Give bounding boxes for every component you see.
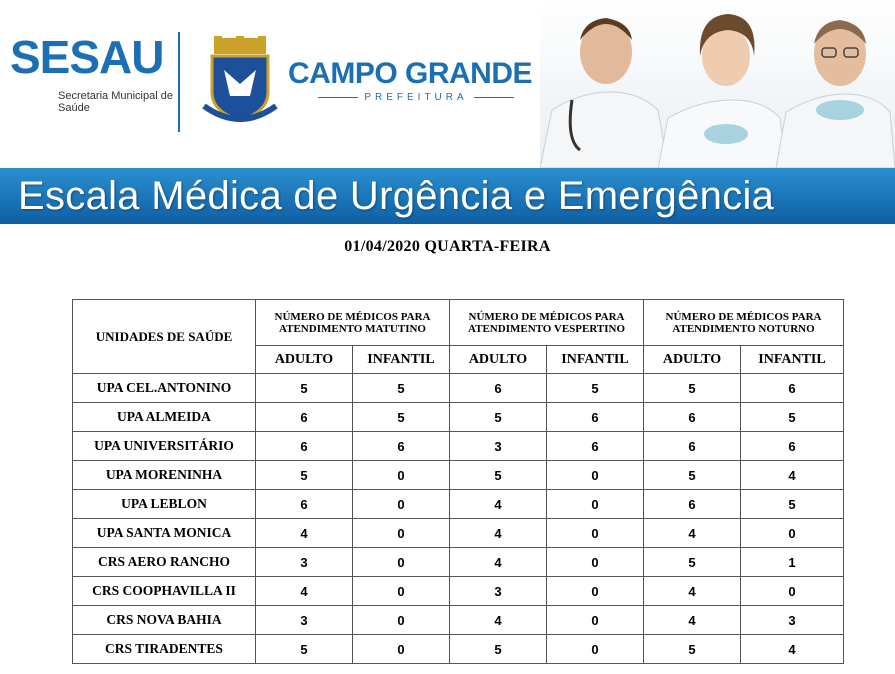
doctor-count-cell: 5 bbox=[644, 374, 741, 403]
table-row bbox=[73, 374, 844, 403]
doctor-count-cell: 5 bbox=[256, 635, 353, 664]
unit-name-cell: UPA UNIVERSITÁRIO bbox=[73, 432, 256, 461]
doctor-count-cell: 5 bbox=[644, 548, 741, 577]
doctor-count-cell: 5 bbox=[644, 635, 741, 664]
doctor-count-cell: 3 bbox=[256, 606, 353, 635]
table-row bbox=[73, 432, 844, 461]
page-header bbox=[0, 0, 895, 168]
afternoon-shift-header: NÚMERO DE MÉDICOS PARA ATENDIMENTO VESPERTINO bbox=[450, 300, 644, 346]
sesau-subtitle: Secretaria Municipal de Saúde bbox=[58, 90, 173, 114]
doctor-count-cell: 0 bbox=[353, 519, 450, 548]
doctor-count-cell: 6 bbox=[256, 490, 353, 519]
table-row bbox=[73, 519, 844, 548]
unit-name-cell: CRS NOVA BAHIA bbox=[73, 606, 256, 635]
unit-name-cell: CRS COOPHAVILLA II bbox=[73, 577, 256, 606]
city-logo: CAMPO GRANDE bbox=[288, 57, 533, 90]
doctor-count-cell: 5 bbox=[741, 403, 844, 432]
doctor-count-cell: 0 bbox=[547, 548, 644, 577]
doctor-count-cell: 0 bbox=[353, 490, 450, 519]
doctor-count-cell: 6 bbox=[256, 432, 353, 461]
doctor-count-cell: 5 bbox=[450, 403, 547, 432]
doctor-count-cell: 0 bbox=[353, 548, 450, 577]
doctor-count-cell: 3 bbox=[450, 432, 547, 461]
date-heading: 01/04/2020 QUARTA-FEIRA bbox=[344, 238, 551, 255]
table-row bbox=[73, 606, 844, 635]
child-header: INFANTIL bbox=[353, 346, 450, 374]
adult-header: ADULTO bbox=[450, 346, 547, 374]
banner-title: Escala Médica de Urgência e Emergência bbox=[18, 174, 775, 218]
city-logo-subtitle: PREFEITURA bbox=[288, 92, 544, 103]
group-header-row bbox=[73, 300, 844, 346]
doctor-count-cell: 5 bbox=[353, 374, 450, 403]
unit-name-cell: UPA CEL.ANTONINO bbox=[73, 374, 256, 403]
doctor-count-cell: 0 bbox=[353, 577, 450, 606]
unit-name-cell: CRS TIRADENTES bbox=[73, 635, 256, 664]
doctor-count-cell: 6 bbox=[547, 432, 644, 461]
doctor-count-cell: 0 bbox=[547, 635, 644, 664]
doctor-count-cell: 5 bbox=[353, 403, 450, 432]
doctor-count-cell: 0 bbox=[741, 519, 844, 548]
doctor-count-cell: 0 bbox=[353, 635, 450, 664]
doctor-count-cell: 3 bbox=[256, 548, 353, 577]
night-shift-header: NÚMERO DE MÉDICOS PARA ATENDIMENTO NOTURNO bbox=[644, 300, 844, 346]
city-crest-icon bbox=[200, 36, 280, 128]
doctor-count-cell: 5 bbox=[644, 461, 741, 490]
doctor-count-cell: 3 bbox=[450, 577, 547, 606]
doctor-count-cell: 4 bbox=[256, 519, 353, 548]
doctor-count-cell: 0 bbox=[741, 577, 844, 606]
schedule-table bbox=[72, 299, 844, 664]
doctor-count-cell: 6 bbox=[450, 374, 547, 403]
logo-divider bbox=[178, 32, 180, 132]
doctor-count-cell: 6 bbox=[547, 403, 644, 432]
doctor-count-cell: 3 bbox=[741, 606, 844, 635]
doctor-count-cell: 0 bbox=[353, 461, 450, 490]
doctor-count-cell: 5 bbox=[256, 461, 353, 490]
unit-name-cell: UPA ALMEIDA bbox=[73, 403, 256, 432]
doctor-count-cell: 4 bbox=[644, 577, 741, 606]
doctor-count-cell: 4 bbox=[644, 519, 741, 548]
doctor-count-cell: 0 bbox=[353, 606, 450, 635]
schedule-body bbox=[73, 374, 844, 664]
sesau-logo: SESAU bbox=[10, 31, 164, 83]
table-row bbox=[73, 403, 844, 432]
doctor-count-cell: 4 bbox=[450, 606, 547, 635]
adult-header: ADULTO bbox=[256, 346, 353, 374]
doctor-count-cell: 0 bbox=[547, 461, 644, 490]
unit-name-cell: UPA SANTA MONICA bbox=[73, 519, 256, 548]
table-row bbox=[73, 635, 844, 664]
doctor-count-cell: 6 bbox=[644, 432, 741, 461]
doctor-count-cell: 6 bbox=[644, 403, 741, 432]
doctor-count-cell: 0 bbox=[547, 490, 644, 519]
table-row bbox=[73, 490, 844, 519]
doctor-count-cell: 0 bbox=[547, 519, 644, 548]
doctor-count-cell: 4 bbox=[644, 606, 741, 635]
units-column-header: UNIDADES DE SAÚDE bbox=[73, 300, 256, 374]
doctor-count-cell: 0 bbox=[547, 606, 644, 635]
unit-name-cell: CRS AERO RANCHO bbox=[73, 548, 256, 577]
title-banner bbox=[0, 168, 895, 224]
doctor-count-cell: 5 bbox=[741, 490, 844, 519]
doctor-count-cell: 4 bbox=[741, 635, 844, 664]
doctor-count-cell: 4 bbox=[450, 519, 547, 548]
doctor-count-cell: 5 bbox=[450, 635, 547, 664]
doctor-count-cell: 6 bbox=[256, 403, 353, 432]
doctor-count-cell: 6 bbox=[644, 490, 741, 519]
doctors-photo bbox=[540, 0, 895, 168]
child-header: INFANTIL bbox=[741, 346, 844, 374]
table-row bbox=[73, 577, 844, 606]
doctor-count-cell: 1 bbox=[741, 548, 844, 577]
doctor-count-cell: 5 bbox=[450, 461, 547, 490]
doctor-count-cell: 4 bbox=[256, 577, 353, 606]
doctor-count-cell: 4 bbox=[450, 490, 547, 519]
unit-name-cell: UPA MORENINHA bbox=[73, 461, 256, 490]
doctor-count-cell: 0 bbox=[547, 577, 644, 606]
table-row bbox=[73, 461, 844, 490]
unit-name-cell: UPA LEBLON bbox=[73, 490, 256, 519]
doctor-count-cell: 6 bbox=[353, 432, 450, 461]
adult-header: ADULTO bbox=[644, 346, 741, 374]
doctor-count-cell: 5 bbox=[547, 374, 644, 403]
doctor-count-cell: 6 bbox=[741, 374, 844, 403]
doctor-count-cell: 6 bbox=[741, 432, 844, 461]
table-row bbox=[73, 548, 844, 577]
doctor-count-cell: 5 bbox=[256, 374, 353, 403]
doctor-count-cell: 4 bbox=[450, 548, 547, 577]
morning-shift-header: NÚMERO DE MÉDICOS PARA ATENDIMENTO MATUTINO bbox=[256, 300, 450, 346]
doctor-count-cell: 4 bbox=[741, 461, 844, 490]
child-header: INFANTIL bbox=[547, 346, 644, 374]
